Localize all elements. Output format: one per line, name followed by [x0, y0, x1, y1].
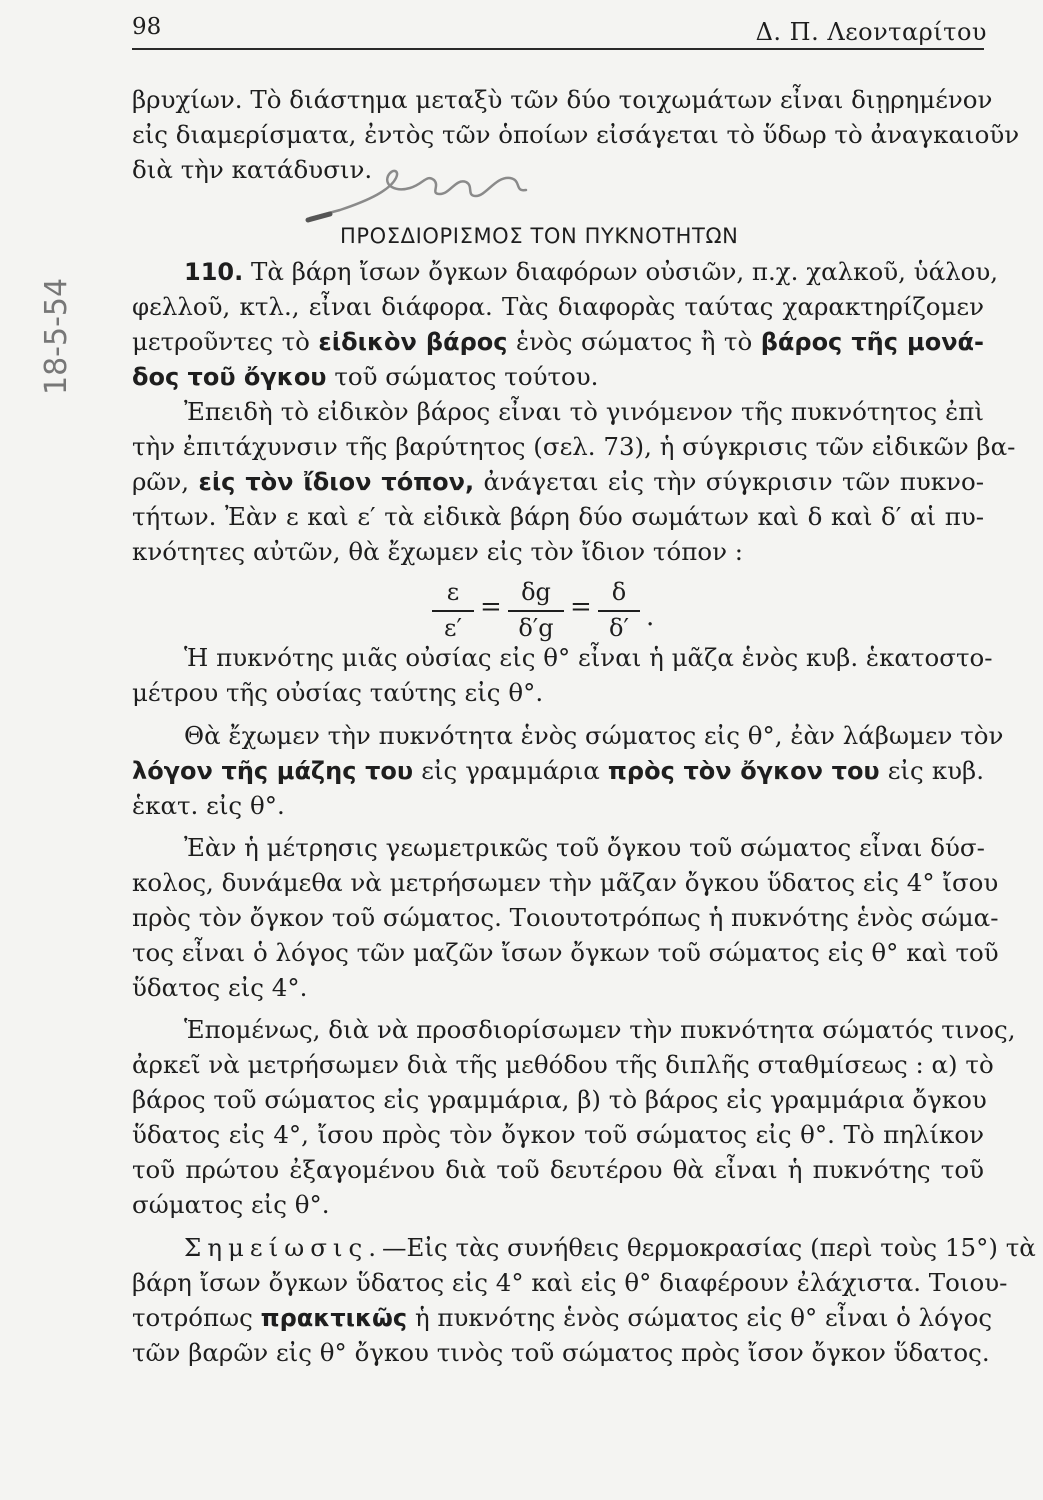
text-line: βάρος τοῦ σώματος εἰς γραμμάρια, β) τὸ βάρος εἰς γραμμάρια ὄγκου	[132, 1085, 987, 1114]
text-line: τήτων. Ἐὰν ε καὶ ε′ τὰ εἰδικὰ βάρη δύο σωμάτων καὶ δ καὶ δ′ αἱ πυ-	[132, 502, 984, 531]
fraction-3	[596, 578, 642, 646]
fraction-numerator: δ	[611, 578, 627, 606]
text-line: Ἐὰν ἡ μέτρησις γεωμετρικῶς τοῦ ὄγκου τοῦ σώματος εἶναι δύσ-	[184, 833, 985, 862]
text-line	[132, 464, 984, 500]
text-line: μέτρου τῆς οὐσίας ταύτης εἰς θ°.	[132, 678, 544, 707]
text-line	[132, 753, 984, 789]
body-text	[132, 82, 1036, 1402]
running-header-author: Δ. Π. Λεονταρίτου	[755, 18, 987, 46]
text-line: τὴν ἐπιτάχυνσιν τῆς βαρύτητος (σελ. 73), ἡ σύγκρισις τῶν εἰδικῶν βα-	[132, 432, 1016, 461]
fraction-numerator: ε	[446, 578, 460, 606]
text-span: ἀνάγεται εἰς τὴν σύγκρισιν τῶν πυκνο-	[483, 467, 984, 496]
text-line: βάρη ἴσων ὄγκων ὕδατος εἰς 4° καὶ εἰς θ° διαφέρουν ἐλάχιστα. Τοιου-	[132, 1268, 1008, 1297]
text-span: μετροῦντες τὸ	[132, 327, 310, 356]
fraction-2	[506, 578, 566, 646]
bold-term: εἰς τὸν ἴδιον τόπον,	[198, 468, 475, 496]
text-line	[132, 1300, 993, 1336]
bold-term: πρὸς τὸν ὄγκον του	[607, 757, 880, 785]
text-span: τοτρόπως	[132, 1303, 253, 1332]
fraction-denominator: δ′	[609, 614, 629, 642]
text-line: βρυχίων. Τὸ διάστημα μεταξὺ τῶν δύο τοιχωμάτων εἶναι διῃρημένον	[132, 85, 993, 114]
handwritten-margin-date	[28, 200, 88, 400]
bold-term: δος τοῦ ὄγκου	[132, 363, 327, 391]
formula-period: .	[646, 602, 655, 632]
text-line	[132, 359, 984, 395]
text-line: Ἐπειδὴ τὸ εἰδικὸν βάρος εἶναι τὸ γινόμενον τῆς πυκνότητος ἐπὶ	[184, 397, 984, 426]
bold-term: βάρος τῆς μονά-	[760, 328, 984, 356]
fraction-1	[430, 578, 476, 646]
text-line: ὕδατος εἰς 4°, ἴσου πρὸς τὸν ὄγκον τοῦ σώματος εἰς θ°. Τὸ πηλίκον	[132, 1120, 984, 1149]
text-span: ἡ πυκνότης ἑνὸς σώματος εἰς θ° εἶναι ὁ λόγος	[414, 1303, 993, 1332]
text-line: πρὸς τὸν ὄγκον τοῦ σώματος. Τοιουτοτρόπως ἡ πυκνότης ἑνὸς σώμα-	[132, 903, 999, 932]
text-line: φελλοῦ, κτλ., εἶναι διάφορα. Τὰς διαφορὰς ταύτας χαρακτηρίζομεν	[132, 292, 984, 321]
paragraph-110-line	[184, 254, 999, 290]
text-span: ἑνὸς σώματος ἢ τὸ	[516, 327, 753, 356]
text-line: ἑκατ. εἰς θ°.	[132, 791, 285, 820]
text-line: κνότητες αὐτῶν, θὰ ἔχωμεν εἰς τὸν ἴδιον τόπον :	[132, 537, 744, 566]
text-span: —Εἰς τὰς συνήθεις θερμοκρασίας (περὶ τοὺς 15°) τὰ	[382, 1233, 1036, 1262]
text-line: ἀρκεῖ νὰ μετρήσωμεν διὰ τῆς μεθόδου τῆς διπλῆς σταθμίσεως : α) τὸ	[132, 1050, 994, 1079]
text-line: ὕδατος εἰς 4°.	[132, 973, 308, 1002]
bold-term: εἰδικὸν βάρος	[318, 328, 508, 356]
bold-term: λόγον τῆς μάζης του	[132, 757, 414, 785]
text-span: τοῦ σώματος τούτου.	[334, 362, 599, 391]
text-span: Τὰ βάρη ἴσων ὄγκων διαφόρων οὐσιῶν, π.χ. χαλκοῦ, ὑάλου,	[251, 257, 999, 286]
fraction-numerator: δg	[521, 578, 551, 606]
text-line: τῶν βαρῶν εἰς θ° ὄγκου τινὸς τοῦ σώματος πρὸς ἴσον ὄγκον ὕδατος.	[132, 1338, 990, 1367]
fraction-denominator: ε′	[444, 614, 462, 642]
text-line: Ἑπομένως, διὰ νὰ προσδιορίσωμεν τὴν πυκνότητα σώματός τινος,	[184, 1015, 1016, 1044]
text-line	[132, 324, 984, 360]
header-rule	[132, 48, 984, 50]
note-label: Σημείωσις.	[184, 1233, 383, 1262]
text-line: τοῦ πρώτου ἐξαγομένου διὰ τοῦ δευτέρου θὰ εἶναι ἡ πυκνότης τοῦ	[132, 1155, 984, 1184]
note-line	[184, 1230, 1036, 1266]
equals-sign: =	[570, 592, 592, 622]
text-span: ρῶν,	[132, 467, 190, 496]
text-line: κολος, δυνάμεθα νὰ μετρήσωμεν τὴν μᾶζαν ὄγκου ὕδατος εἰς 4° ἴσου	[132, 868, 999, 897]
density-ratio-formula	[430, 578, 670, 648]
bold-term: πρακτικῶς	[260, 1304, 408, 1332]
text-span: εἰς γραμμάρια	[421, 756, 600, 785]
paragraph-number: 110.	[184, 258, 244, 286]
text-line: σώματος εἰς θ°.	[132, 1190, 330, 1219]
section-title: ΠΡΟΣΔΙΟΡΙΣΜΟΣ ΤΟΝ ΠΥΚΝΟΤΗΤΩΝ	[340, 224, 739, 248]
equals-sign: =	[480, 592, 502, 622]
text-line: εἰς διαμερίσματα, ἐντὸς τῶν ὁποίων εἰσάγεται τὸ ὕδωρ τὸ ἀναγκαιοῦν	[132, 120, 1020, 149]
text-line: διὰ τὴν κατάδυσιν.	[132, 155, 373, 184]
page-number: 98	[132, 14, 162, 40]
text-line: τος εἶναι ὁ λόγος τῶν μαζῶν ἴσων ὄγκων τοῦ σώματος εἰς θ° καὶ τοῦ	[132, 938, 999, 967]
text-line: Θὰ ἔχωμεν τὴν πυκνότητα ἑνὸς σώματος εἰς θ°, ἐὰν λάβωμεν τὸν	[184, 721, 1004, 750]
text-line: Ἡ πυκνότης μιᾶς οὐσίας εἰς θ° εἶναι ἡ μᾶζα ἑνὸς κυβ. ἑκατοστο-	[184, 643, 993, 672]
margin-note-text: 18-5-54	[39, 277, 74, 395]
text-span: εἰς κυβ.	[887, 756, 984, 785]
fraction-denominator: δ′g	[518, 614, 554, 642]
